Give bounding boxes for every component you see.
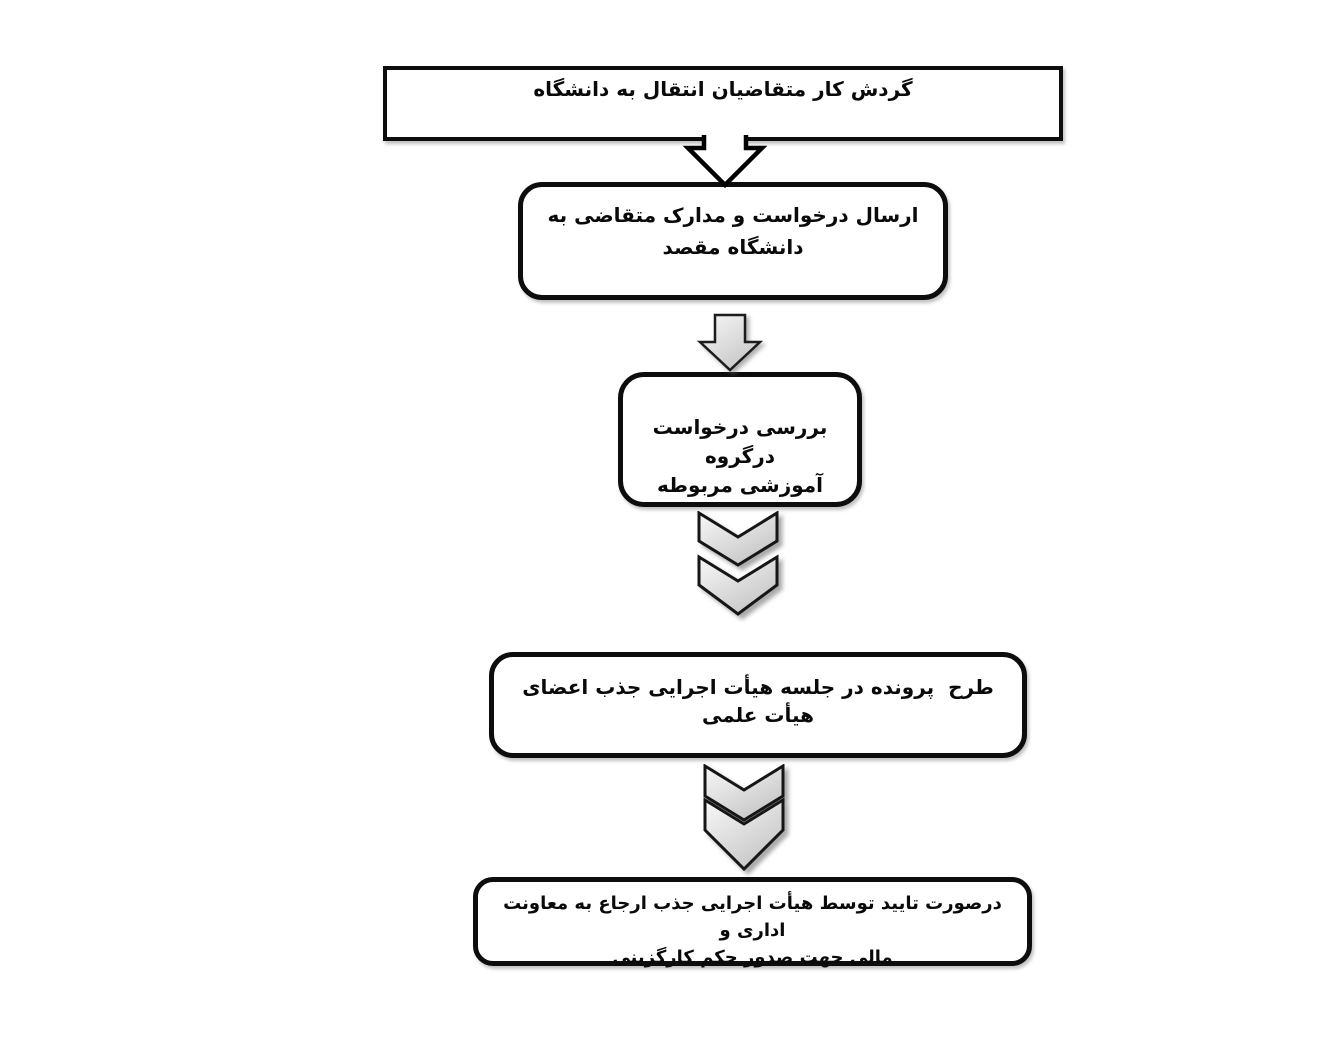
node-step-label: طرح پرونده در جلسه هیأت اجرایی جذب اعضای هیأت علمی xyxy=(515,675,994,727)
node-step-label: ارسال درخواست و مدارک متقاضی به xyxy=(547,203,919,227)
node-step-executive-board-session xyxy=(489,652,1027,758)
node-step-label: مالی جهت صدور حکم کارگزینی xyxy=(612,947,893,968)
down-arrow-outline-icon xyxy=(680,126,770,190)
node-step-label: دانشگاه مقصد xyxy=(662,235,804,259)
node-step-approval-referral xyxy=(473,877,1032,966)
double-chevron-down-icon xyxy=(703,764,787,872)
double-chevron-down-icon xyxy=(697,511,781,617)
node-step-label: آموزشی مربوطه xyxy=(657,473,823,497)
node-step-send-documents xyxy=(518,182,948,300)
node-title-label: گردش کار متقاضیان انتقال به دانشگاه xyxy=(533,77,913,101)
node-step-label: درصورت تایید توسط هیأت اجرایی جذب ارجاع به معاونت اداری و xyxy=(496,893,1002,941)
node-step-label: بررسی درخواست درگروه xyxy=(645,415,828,468)
node-step-department-review xyxy=(618,372,862,507)
down-arrow-block-icon xyxy=(694,310,766,374)
